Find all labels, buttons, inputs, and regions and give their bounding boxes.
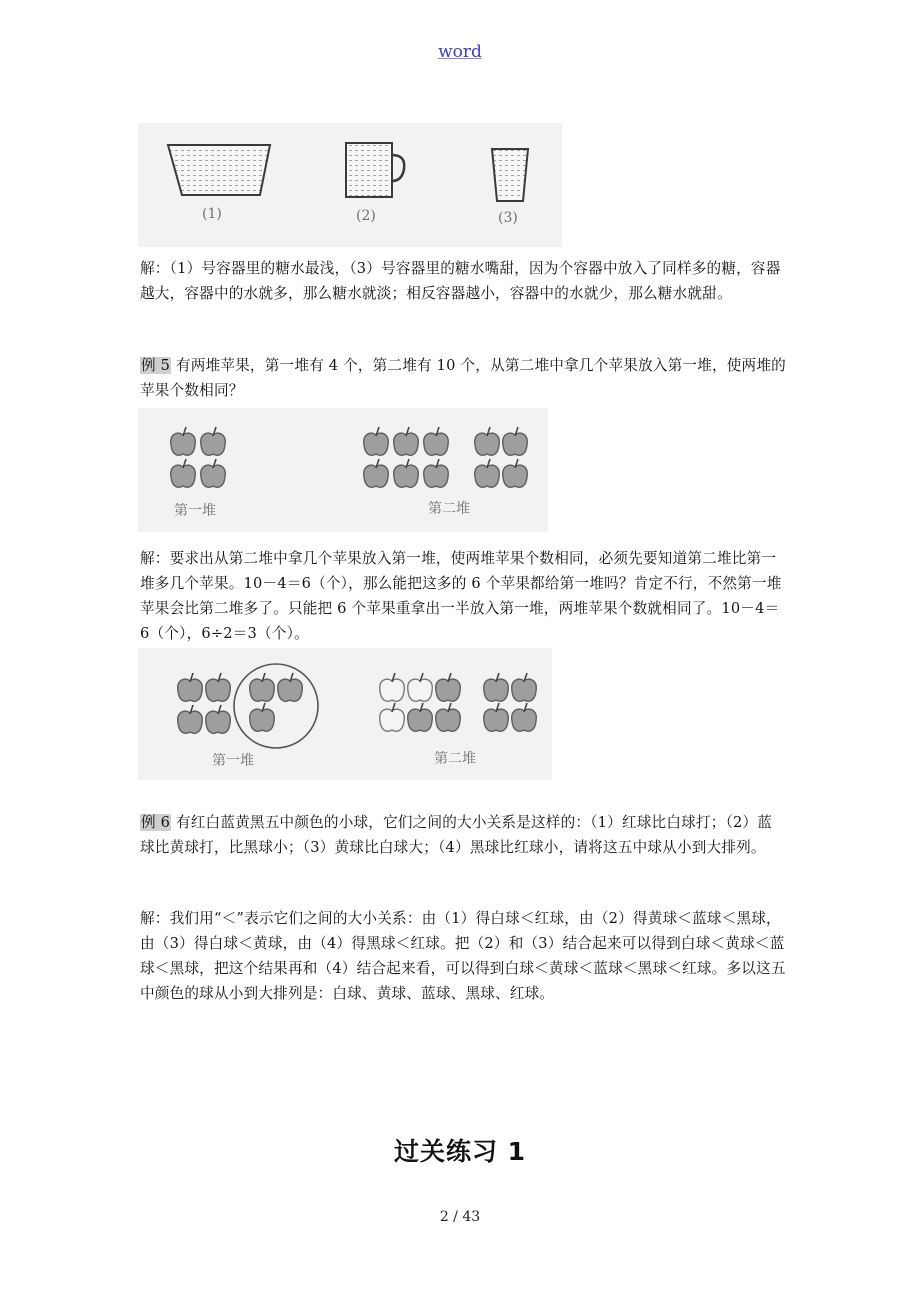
apple-icon — [424, 427, 449, 455]
example-6-tag: 例 6 — [141, 814, 171, 831]
apple-icon — [512, 703, 537, 731]
container-3 — [492, 149, 528, 201]
solution-1-text: 解：（1）号容器里的糖水最浅，（3）号容器里的糖水嘴甜，因为个容器中放入了同样多的糖，容器越大，容器中的水就多，那么糖水就淡；相反容器越小，容器中的水就少，那么糖水就甜。 — [140, 260, 781, 302]
apple-icon — [394, 459, 419, 487]
apple-icon — [250, 703, 275, 731]
apple-icon — [408, 703, 433, 731]
example-5 — [140, 353, 786, 403]
apple-icon — [475, 427, 500, 455]
apple-icon — [424, 459, 449, 487]
container-2 — [346, 143, 404, 197]
apple-icon — [436, 673, 461, 701]
pile-1-label-2: 第一堆 — [212, 753, 254, 769]
pile-1-label: 第一堆 — [174, 503, 216, 519]
container-3-label: (3) — [498, 210, 518, 226]
apple-icon — [250, 673, 275, 701]
apple-icon — [475, 459, 500, 487]
apple-icon — [171, 459, 196, 487]
apple-icon — [178, 673, 203, 701]
apple-icon — [436, 703, 461, 731]
section-title: 过关练习 1 — [393, 1137, 527, 1166]
apple-moved-icon — [380, 673, 405, 701]
apple-moved-icon — [408, 673, 433, 701]
figure-apple-piles-1 — [138, 408, 548, 532]
apple-icon — [206, 705, 231, 733]
containers-illustration — [138, 123, 562, 247]
apple-icon — [206, 673, 231, 701]
example-5-tag: 例 5 — [141, 357, 171, 374]
apple-icon — [178, 705, 203, 733]
apple-icon — [503, 427, 528, 455]
apple-icon — [278, 673, 303, 701]
solution-5-text: 解：要求出从第二堆中拿几个苹果放入第一堆，使两堆苹果个数相同，必须先要知道第二堆比第一堆多几个苹果。10－4＝6（个），那么能把这多的 6 个苹果都给第一堆吗？肯定不行，不然第一堆苹果会比第二堆多了。只能把 6 个苹果重拿出一半放入第一堆，两堆苹果个数就相同了。10－4＝6（个），6÷2＝3（个）。 — [140, 550, 782, 642]
moved-apples-circle — [234, 664, 318, 748]
apple-moved-icon — [380, 703, 405, 731]
apple-icon — [201, 427, 226, 455]
apple-icon — [364, 459, 389, 487]
pile-2-label: 第二堆 — [428, 501, 470, 517]
apple-icon — [394, 427, 419, 455]
example-6-text: 有红白蓝黄黑五中颜色的小球，它们之间的大小关系是这样的：（1）红球比白球打；（2）蓝球比黄球打，比黑球小；（3）黄球比白球大；（4）黑球比红球小，请将这五中球从小到大排列。 — [140, 814, 773, 856]
apple-icon — [484, 673, 509, 701]
page-number: 2 / 43 — [439, 1209, 481, 1225]
apple-piles-illustration-2 — [138, 648, 552, 780]
pile-2-label-2: 第二堆 — [434, 751, 476, 767]
example-6 — [140, 810, 786, 860]
container-1 — [168, 145, 270, 195]
solution-6-text: 解：我们用“＜”表示它们之间的大小关系：由（1）得白球＜红球，由（2）得黄球＜蓝球＜黑球，由（3）得白球＜黄球，由（4）得黑球＜红球。把（2）和（3）结合起来可以得到白球＜黄球＜蓝球＜黑球，把这个结果再和（4）结合起来看，可以得到白球＜黄球＜蓝球＜黑球＜红球。多以这五中颜色的球从小到大排列是：白球、黄球、蓝球、黑球、红球。 — [140, 910, 786, 1002]
container-1-label: (1) — [202, 206, 222, 222]
container-2-label: (2) — [356, 208, 376, 224]
apple-icon — [484, 703, 509, 731]
apple-icon — [201, 459, 226, 487]
apple-icon — [364, 427, 389, 455]
header-word-link[interactable]: word — [438, 42, 482, 62]
apple-icon — [171, 427, 196, 455]
figure-apple-piles-2 — [138, 648, 552, 780]
apple-icon — [512, 673, 537, 701]
apple-icon — [503, 459, 528, 487]
figure-containers — [138, 123, 562, 247]
example-5-text: 有两堆苹果，第一堆有 4 个，第二堆有 10 个，从第二堆中拿几个苹果放入第一堆，使两堆的苹果个数相同？ — [140, 357, 786, 399]
